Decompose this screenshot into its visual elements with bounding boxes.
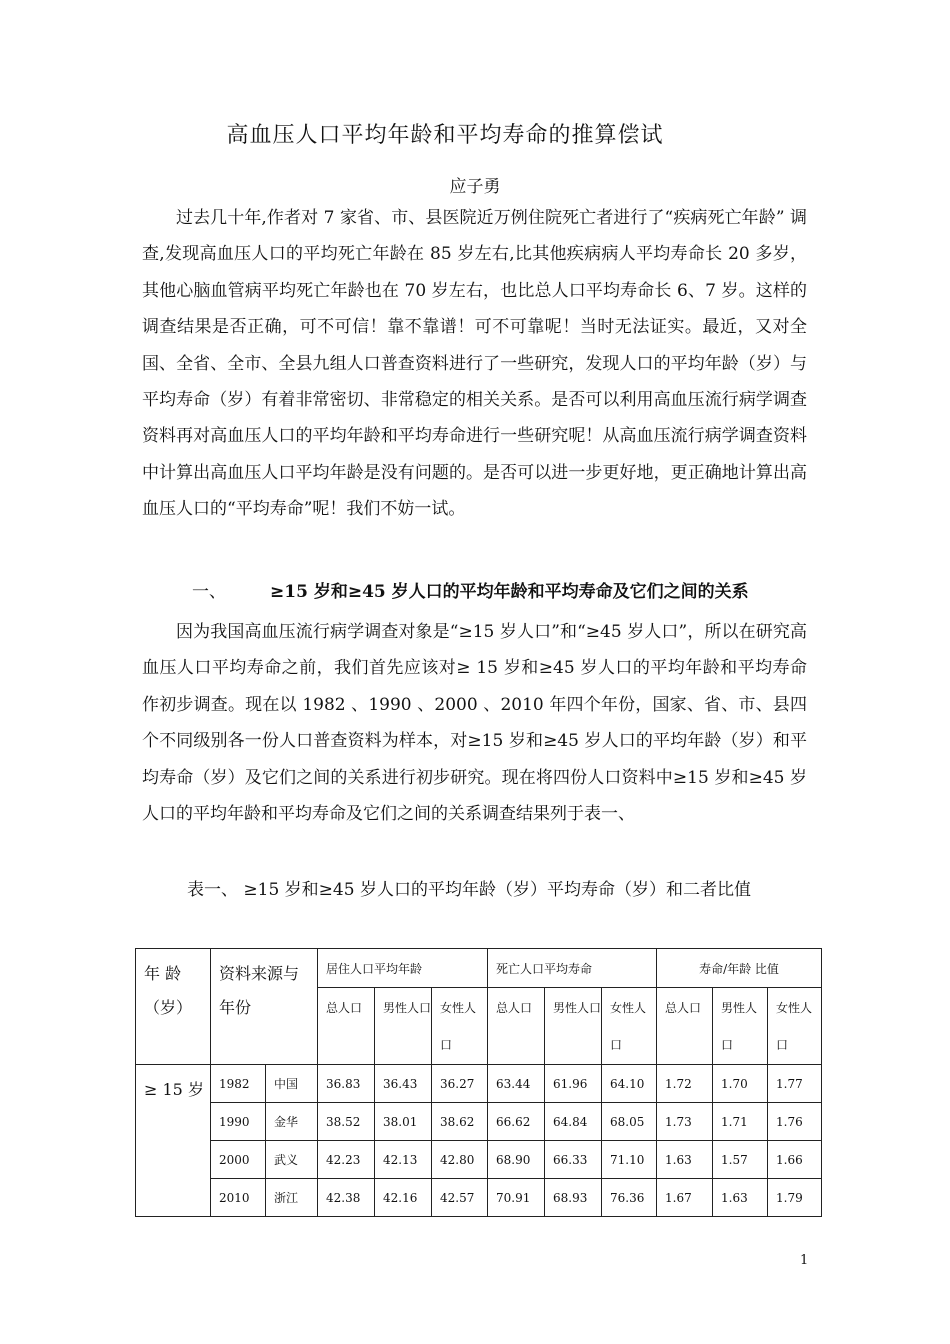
value-cell: 1.71 [713,1103,768,1141]
value-cell: 76.36 [602,1179,657,1217]
value-cell: 66.62 [488,1103,545,1141]
table-row [136,1179,822,1217]
value-cell: 42.38 [318,1179,375,1217]
section-number: 一、 [192,582,226,602]
sub-header: 女性人口 [768,988,822,1065]
value-cell: 42.13 [375,1141,432,1179]
value-cell: 1.66 [768,1141,822,1179]
value-cell: 1.57 [713,1141,768,1179]
value-cell: 68.93 [545,1179,602,1217]
value-cell: 1.70 [713,1065,768,1103]
intro-paragraph: 过去几十年,作者对 7 家省、市、县医院近万例住院死亡者进行了“疾病死亡年龄” 调查,发现高血压人口的平均死亡年龄在 85 岁左右,比其他疾病病人平均寿命长 20 多岁，其他心脑血管病平均死亡年龄也在 70 岁左右，也比总人口平均寿命长 6、7 岁。这样的调查结果是否正确，可不可信！靠不靠谱！可不可靠呢！当时无法证实。最近，又对全国、全省、全市、全县九组人口普查资料进行了一些研究，发现人口的平均年龄（岁）与平均寿命（岁）有着非常密切、非常稳定的相关关系。是否可以利用高血压流行病学调查资料再对高血压人口的平均年龄和平均寿命进行一些研究呢！从高血压流行病学调查资料中计算出高血压人口平均年龄是没有问题的。是否可以进一步更好地，更正确地计算出高血压人口的“平均寿命”呢！我们不妨一试。 [142,208,807,520]
sub-header: 男性人口 [713,988,768,1065]
value-cell: 42.80 [432,1141,488,1179]
value-cell: 38.52 [318,1103,375,1141]
age-group-cell: ≥ 15 岁 [136,1065,211,1217]
value-cell: 1.73 [657,1103,713,1141]
sub-header: 女性人口 [602,988,657,1065]
sub-header: 男性人口 [545,988,602,1065]
value-cell: 42.23 [318,1141,375,1179]
value-cell: 38.62 [432,1103,488,1141]
sub-header: 总人口 [657,988,713,1065]
place-cell: 浙江 [266,1179,318,1217]
body-paragraph: 因为我国高血压流行病学调查对象是“≥15 岁人口”和“≥45 岁人口”，所以在研究高血压人口平均寿命之前，我们首先应该对≥ 15 岁和≥45 岁人口的平均年龄和平均寿命作初步调查。现在以 1982 、1990 、2000 、2010 年四个年份，国家、省、市、县四个不同级别各一份人口普查资料为样本，对≥15 岁和≥45 岁人口的平均年龄（岁）和平均寿命（岁）及它们之间的关系进行初步研究。现在将四份人口资料中≥15 岁和≥45 岁人口的平均年龄和平均寿命及它们之间的关系调查结果列于表一、 [142,622,807,825]
group-header: 寿命/年龄 比值 [657,949,822,988]
group-header: 居住人口平均年龄 [318,949,488,988]
value-cell: 68.05 [602,1103,657,1141]
year-cell: 2010 [211,1179,266,1217]
value-cell: 1.63 [657,1141,713,1179]
sub-header: 总人口 [488,988,545,1065]
value-cell: 64.84 [545,1103,602,1141]
value-cell: 42.16 [375,1179,432,1217]
table-row [136,1103,822,1141]
table-caption: 表一、 ≥15 岁和≥45 岁人口的平均年龄（岁）平均寿命（岁）和二者比值 [187,880,751,900]
group-header: 死亡人口平均寿命 [488,949,657,988]
section-title: ≥15 岁和≥45 岁人口的平均年龄和平均寿命及它们之间的关系 [270,582,749,602]
source-header: 资料来源与年份 [211,949,318,1065]
value-cell: 42.57 [432,1179,488,1217]
table-row [136,1065,822,1103]
section-heading [192,577,749,602]
data-table [135,948,822,1217]
place-cell: 中国 [266,1065,318,1103]
table-row [136,1141,822,1179]
value-cell: 1.76 [768,1103,822,1141]
sub-header: 男性人口 [375,988,432,1065]
author-name: 应子勇 [449,177,501,197]
year-cell: 1982 [211,1065,266,1103]
value-cell: 36.43 [375,1065,432,1103]
value-cell: 61.96 [545,1065,602,1103]
value-cell: 1.63 [713,1179,768,1217]
value-cell: 38.01 [375,1103,432,1141]
year-cell: 1990 [211,1103,266,1141]
value-cell: 66.33 [545,1141,602,1179]
age-header: 年 龄（岁） [136,949,211,1065]
value-cell: 64.10 [602,1065,657,1103]
sub-header: 女性人口 [432,988,488,1065]
value-cell: 70.91 [488,1179,545,1217]
value-cell: 1.79 [768,1179,822,1217]
page-title: 高血压人口平均年龄和平均寿命的推算偿试 [226,123,664,148]
sub-header: 总人口 [318,988,375,1065]
value-cell: 36.83 [318,1065,375,1103]
place-cell: 武义 [266,1141,318,1179]
value-cell: 1.67 [657,1179,713,1217]
page-number: 1 [800,1253,809,1268]
year-cell: 2000 [211,1141,266,1179]
value-cell: 1.77 [768,1065,822,1103]
value-cell: 1.72 [657,1065,713,1103]
place-cell: 金华 [266,1103,318,1141]
value-cell: 68.90 [488,1141,545,1179]
value-cell: 71.10 [602,1141,657,1179]
value-cell: 36.27 [432,1065,488,1103]
value-cell: 63.44 [488,1065,545,1103]
